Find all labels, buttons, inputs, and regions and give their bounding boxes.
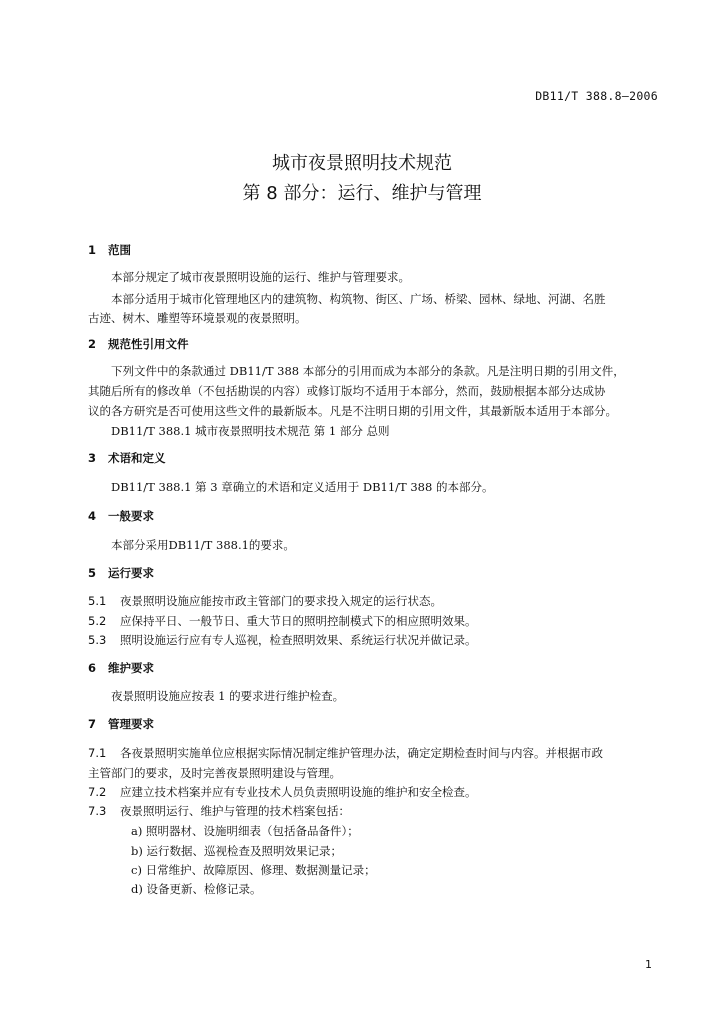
section-title: 范围	[108, 243, 131, 257]
clause-text: 照明设施运行应有专人巡视，检查照明效果、系统运行状况并做记录。	[120, 633, 477, 647]
section-heading-scope	[88, 242, 131, 258]
section-title: 运行要求	[108, 566, 154, 580]
section-number: 6	[88, 661, 97, 675]
paragraph-line: 其随后所有的修改单（不包括勘误的内容）或修订版均不适用于本部分，然而，鼓励根据本部分达成协	[88, 384, 606, 398]
list-item: b) 运行数据、巡视检查及照明效果记录；	[131, 844, 343, 858]
section-title: 规范性引用文件	[108, 337, 189, 351]
clause-line	[88, 613, 477, 629]
section-heading-operation	[88, 565, 154, 581]
clause-text: 应建立技术档案并应有专业技术人员负责照明设施的维护和安全检查。	[120, 785, 477, 799]
section-number: 7	[88, 717, 97, 731]
clause-number: 5.2	[88, 614, 107, 628]
list-item: a) 照明器材、设施明细表（包括备品备件）；	[131, 824, 359, 838]
paragraph-line: 本部分采用DB11/T 388.1的要求。	[111, 538, 295, 552]
section-heading-terms	[88, 450, 166, 466]
title-line-2: 第 8 部分：运行、维护与管理	[242, 183, 482, 204]
paragraph-line: DB11/T 388.1 第 3 章确立的术语和定义适用于 DB11/T 388 的本部分。	[111, 480, 494, 494]
clause-line	[88, 784, 477, 800]
section-number: 3	[88, 451, 97, 465]
paragraph-line: 下列文件中的条款通过 DB11/T 388 本部分的引用而成为本部分的条款。凡是注明日期的引用文件，	[111, 364, 625, 378]
list-item: c) 日常维护、故障原因、修理、数据测量记录；	[131, 863, 376, 877]
title-line-1: 城市夜景照明技术规范	[272, 153, 452, 174]
clause-line	[88, 803, 350, 819]
clause-number: 7.2	[88, 785, 107, 799]
section-heading-normative-references	[88, 336, 189, 352]
document-title	[0, 150, 724, 208]
paragraph-line: 议的各方研究是否可使用这些文件的最新版本。凡是不注明日期的引用文件，其最新版本适用于本部分。	[88, 404, 617, 418]
clause-number: 7.1	[88, 746, 107, 760]
section-number: 4	[88, 509, 97, 523]
clause-line	[88, 745, 603, 761]
clause-number: 7.3	[88, 804, 107, 818]
section-title: 管理要求	[108, 717, 154, 731]
section-title: 一般要求	[108, 509, 154, 523]
clause-number: 5.1	[88, 594, 107, 608]
paragraph-line: 本部分规定了城市夜景照明设施的运行、维护与管理要求。	[111, 270, 410, 284]
section-title: 术语和定义	[108, 451, 166, 465]
section-heading-general	[88, 508, 154, 524]
paragraph-line: 夜景照明设施应按表 1 的要求进行维护检查。	[111, 689, 345, 703]
reference-entry: DB11/T 388.1 城市夜景照明技术规范 第 1 部分 总则	[111, 424, 390, 438]
list-item: d) 设备更新、检修记录。	[131, 882, 262, 896]
clause-text: 夜景照明运行、维护与管理的技术档案包括：	[120, 804, 350, 818]
document-code: DB11/T 388.8—2006	[535, 89, 658, 103]
clause-text: 各夜景照明实施单位应根据实际情况制定维护管理办法，确定定期检查时间与内容。并根据市政	[120, 746, 603, 760]
section-title: 维护要求	[108, 661, 154, 675]
section-number: 5	[88, 566, 97, 580]
paragraph-line: 本部分适用于城市化管理地区内的建筑物、构筑物、街区、广场、桥梁、园林、绿地、河湖、名胜	[111, 292, 606, 306]
section-number: 2	[88, 337, 97, 351]
section-heading-maintenance	[88, 660, 154, 676]
paragraph-line: 主管部门的要求，及时完善夜景照明建设与管理。	[88, 766, 341, 780]
section-number: 1	[88, 243, 97, 257]
clause-text: 应保持平日、一般节日、重大节日的照明控制模式下的相应照明效果。	[120, 614, 477, 628]
clause-line	[88, 593, 442, 609]
clause-text: 夜景照明设施应能按市政主管部门的要求投入规定的运行状态。	[120, 594, 442, 608]
paragraph-line: 古迹、树木、雕塑等环境景观的夜景照明。	[88, 311, 307, 325]
clause-line	[88, 632, 477, 648]
page-number: 1	[645, 958, 652, 971]
clause-number: 5.3	[88, 633, 107, 647]
section-heading-management	[88, 716, 154, 732]
